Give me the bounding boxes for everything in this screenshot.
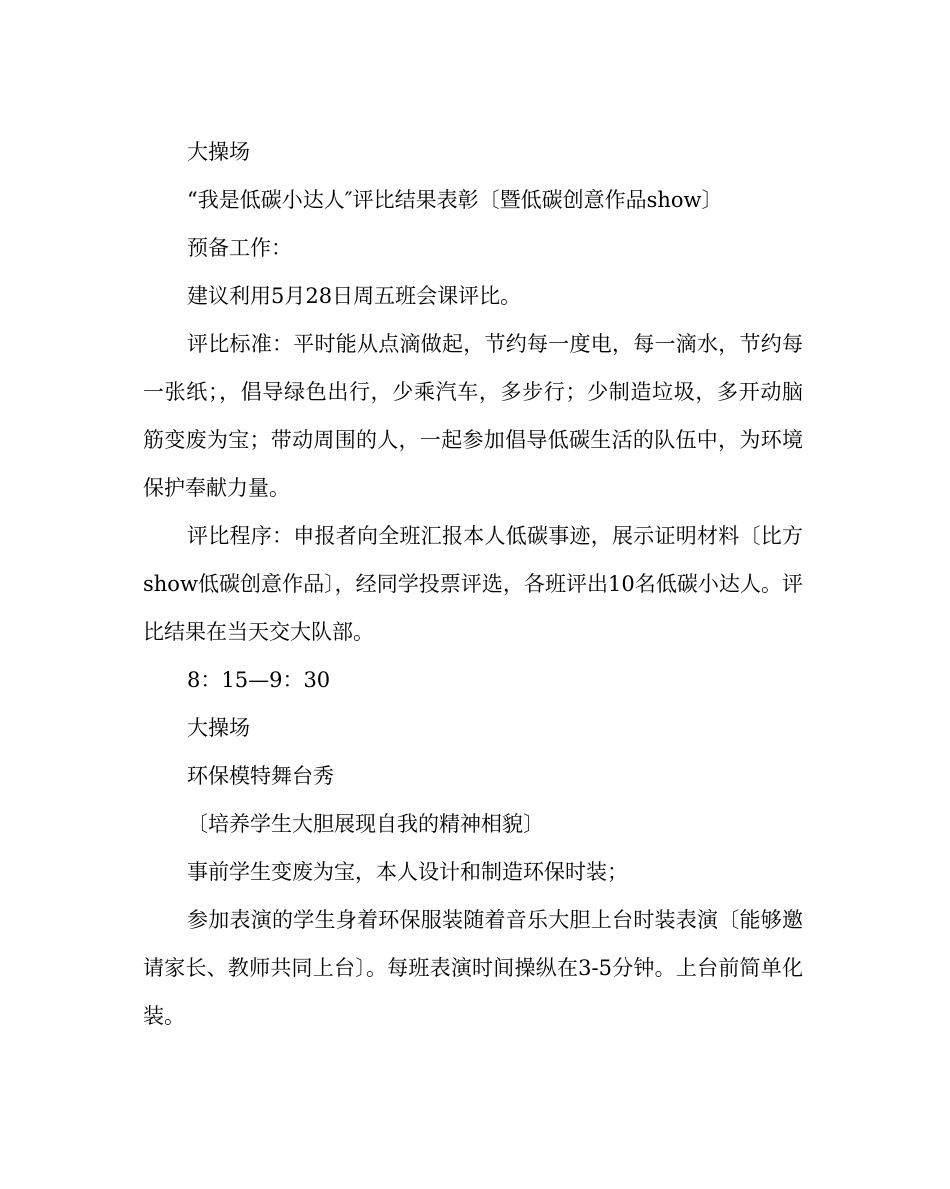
paragraph-preparation-heading: 预备工作： bbox=[187, 236, 292, 260]
paragraph-show-title: 环保模特舞台秀 bbox=[187, 764, 334, 788]
paragraph-event-title: “我是低碳小达人″评比结果表彰〔暨低碳创意作品show〕 bbox=[187, 188, 723, 212]
paragraph-venue-2: 大操场 bbox=[187, 716, 250, 740]
paragraph-procedure: 评比程序：申报者向全班汇报本人低碳事迹，展示证明材料〔比方show低碳创意作品〕，经同学投票评选，各班评出10名低碳小达人。评比结果在当天交大队部。 bbox=[143, 524, 803, 644]
paragraph-schedule-suggestion: 建议利用5月28日周五班会课评比。 bbox=[187, 284, 522, 308]
paragraph-venue: 大操场 bbox=[187, 140, 250, 164]
paragraph-show-purpose: 〔培养学生大胆展现自我的精神相貌〕 bbox=[187, 812, 544, 836]
paragraph-show-details: 参加表演的学生身着环保服装随着音乐大胆上台时装表演〔能够邀请家长、教师共同上台〕。每班表演时间操纵在3-5分钟。上台前简单化装。 bbox=[143, 908, 803, 1028]
paragraph-criteria: 评比标准：平时能从点滴做起，节约每一度电，每一滴水，节约每一张纸；，倡导绿色出行，少乘汽车，多步行；少制造垃圾，多开动脑筋变废为宝；带动周围的人，一起参加倡导低碳生活的队伍中，为环境保护奉献力量。 bbox=[143, 332, 803, 500]
paragraph-show-prep: 事前学生变废为宝，本人设计和制造环保时装； bbox=[187, 860, 628, 884]
document-body bbox=[143, 128, 803, 1040]
paragraph-time: 8：15—9：30 bbox=[187, 668, 331, 692]
